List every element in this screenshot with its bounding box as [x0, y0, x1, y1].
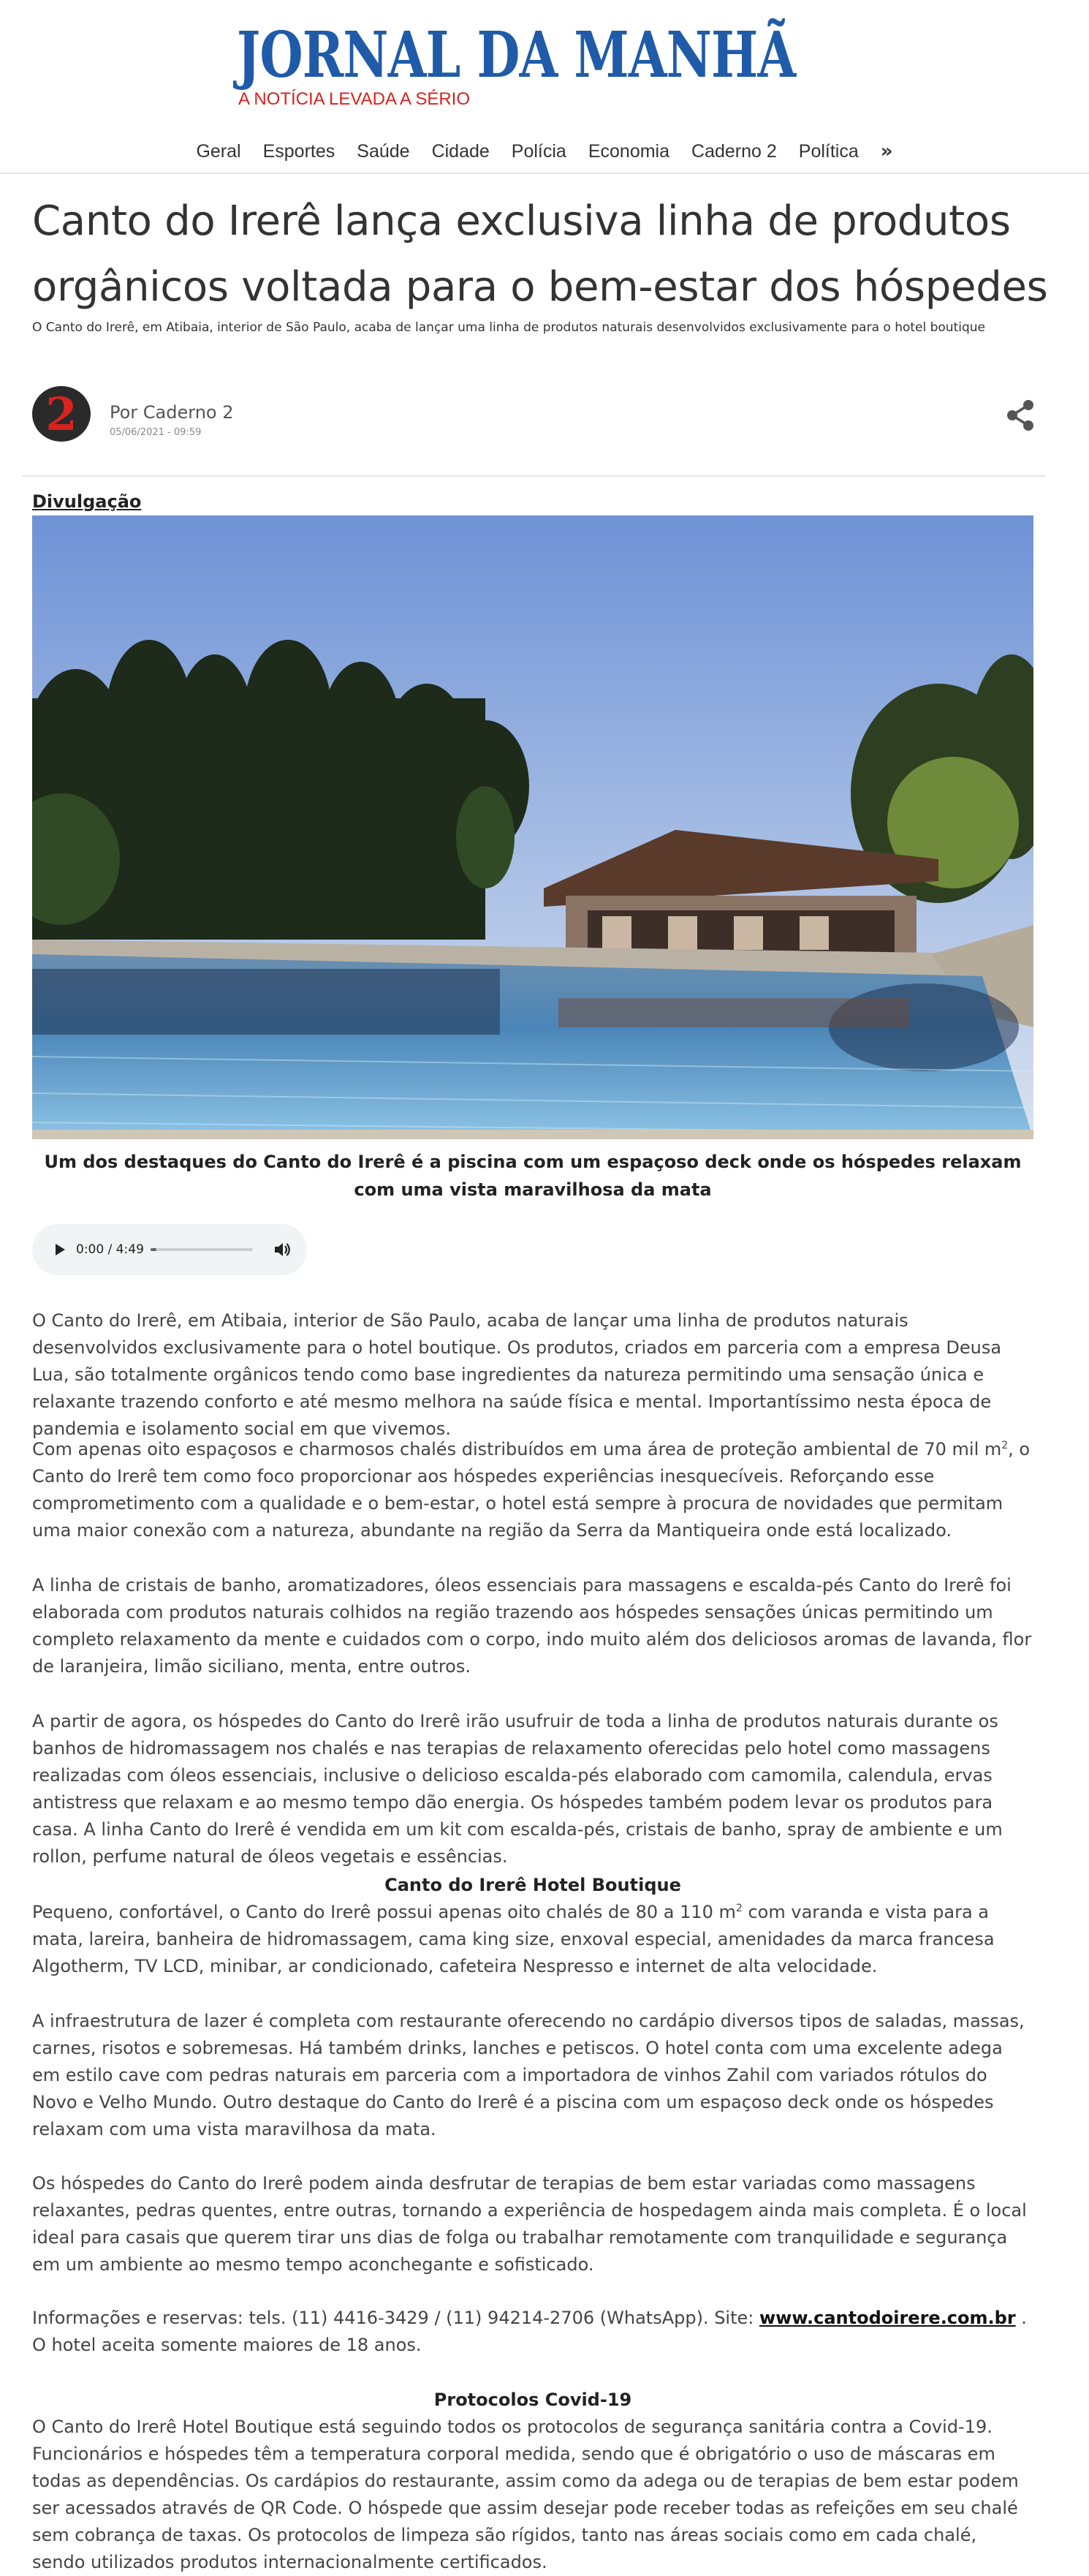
main-nav [0, 136, 1089, 167]
publish-date: 05/06/2021 - 09:59 [110, 427, 202, 438]
nav-item-politica[interactable]: Política [798, 141, 859, 162]
photo-caption: Um dos destaques do Canto do Irerê é a piscina com um espaçoso deck onde os hóspedes relaxam com uma vista maravilhosa da mata [44, 1152, 1022, 1200]
paragraph-5-b: com varanda e vista para a mata, lareira, banheira de hidromassagem, cama king size, enxoval especial, amenidades da marca francesa Algotherm, TV LCD, minibar, ar condicionado, cafeteira Nespresso e internet de alta velocidade. [32, 1902, 995, 1976]
paragraph-3: A linha de cristais de banho, aromatizadores, óleos essenciais para massagens e escalda-pés Canto do Irerê foi elaborada com produtos naturais colhidos na região trazendo aos hóspedes sensações únicas permitindo um completo relaxamento da mente e cuidados com o corpo, indo muito além dos deliciosos aromas de lavanda, flor de laranjeira, limão siciliano, menta, entre outros. [32, 1575, 1032, 1677]
audio-progress-bar[interactable] [151, 1248, 253, 1251]
nav-more-icon[interactable]: » [880, 140, 893, 162]
author-avatar[interactable] [32, 386, 91, 442]
audio-time: 0:00 / 4:49 [76, 1242, 144, 1257]
nav-item-esportes[interactable]: Esportes [262, 141, 335, 162]
subheading-hotel-boutique: Canto do Irerê Hotel Boutique [384, 1875, 681, 1895]
volume-icon[interactable] [272, 1239, 292, 1260]
article-photo [32, 515, 1033, 1139]
paragraph-4: A partir de agora, os hóspedes do Canto do Irerê irão usufruir de toda a linha de produtos naturais durante os banhos de hidromassagem nos chalés e nas terapias de relaxamento oferecidas pelo hotel como massagens realizadas com óleos essenciais, inclusive o delicioso escalda-pés elaborado com camomila, calendula, ervas antistress que relaxam e ao mesmo tempo dão energia. Os hóspedes também podem levar os produtos para casa. A linha Canto do Irerê é vendida em um kit com escalda-pés, cristais de banho, spray de ambiente e um rollon, perfume natural de óleos vegetais e essências. [32, 1711, 1003, 1867]
nav-item-geral[interactable]: Geral [196, 141, 241, 162]
audio-progress-fill [151, 1248, 156, 1251]
paragraph-1: O Canto do Irerê, em Atibaia, interior de São Paulo, acaba de lançar uma linha de produtos naturais desenvolvidos exclusivamente para o hotel boutique. Os produtos, criados em parceria com a empresa Deusa Lua, são totalmente orgânicos tendo como base ingredientes da natureza permitindo uma sensação única e relaxante trazendo conforto e até mesmo melhora na saúde física e mental. Importantíssimo nesta época de pandemia e isolamento social em que vivemos. [32, 1310, 1002, 1439]
logo-tagline: A NOTÍCIA LEVADA A SÉRIO [238, 89, 471, 109]
audio-player[interactable] [32, 1224, 307, 1275]
avatar-number: 2 [45, 388, 77, 441]
site-logo[interactable] [237, 18, 796, 113]
header-divider [0, 173, 1089, 174]
play-icon[interactable] [50, 1240, 69, 1259]
paragraph-5-sup: 2 [735, 1903, 743, 1914]
subheading-protocolos: Protocolos Covid-19 [433, 2390, 632, 2410]
paragraph-8 [32, 2305, 1033, 2359]
paragraph-7: Os hóspedes do Canto do Irerê podem ainda desfrutar de terapias de bem estar variadas como massagens relaxantes, pedras quentes, entre outras, tornando a experiência de hospedagem ainda mais completa. É o local ideal para casais que querem tirar uns dias de folga ou trabalhar remotamente com tranquilidade e segurança em um ambiente ao mesmo tempo aconchegante e sofisticado. [32, 2173, 1027, 2275]
nav-item-policia[interactable]: Polícia [511, 141, 566, 162]
nav-item-saude[interactable]: Saúde [357, 141, 410, 162]
paragraph-5 [32, 1899, 1033, 1980]
paragraph-2 [32, 1436, 1033, 1544]
nav-item-cidade[interactable]: Cidade [431, 141, 490, 162]
photo-credit[interactable]: Divulgação [32, 491, 142, 512]
article-lede: O Canto do Irerê, em Atibaia, interior de São Paulo, acaba de lançar uma linha de produtos naturais desenvolvidos exclusivamente para o hotel boutique [32, 320, 985, 335]
logo-title: JORNAL DA MANHÃ [237, 18, 796, 92]
paragraph-8-a: Informações e reservas: tels. (11) 4416-3429 / (11) 94214-2706 (WhatsApp). Site: [32, 2308, 759, 2328]
article-headline: Canto do Irerê lança exclusiva linha de produtos orgânicos voltada para o bem-estar dos hóspedes [32, 197, 1048, 311]
nav-item-economia[interactable]: Economia [588, 141, 670, 162]
paragraph-6: A infraestrutura de lazer é completa com restaurante oferecendo no cardápio diversos tipos de saladas, massas, carnes, risotos e sobremesas. Há também drinks, lanches e petiscos. O hotel conta com uma excelente adega em estilo cave com pedras naturais em parceria com a importadora de vinhos Zahil com variados rótulos do Novo e Velho Mundo. Outro destaque do Canto do Irerê é a piscina com um espaçoso deck onde os hóspedes relaxam com uma vista maravilhosa da mata. [32, 2011, 1025, 2139]
paragraph-2-a: Com apenas oito espaçosos e charmosos chalés distribuídos em uma área de proteção ambiental de 70 mil m [32, 1439, 1002, 1459]
paragraph-8-b: . O hotel aceita somente maiores de 18 anos. [32, 2308, 1027, 2355]
site-link[interactable]: www.cantodoirere.com.br [759, 2308, 1016, 2328]
paragraph-2-sup: 2 [1001, 1440, 1009, 1451]
meta-divider [22, 475, 1045, 477]
author-name[interactable]: Por Caderno 2 [110, 402, 234, 423]
nav-item-caderno-2[interactable]: Caderno 2 [691, 141, 777, 162]
share-icon[interactable] [1006, 399, 1035, 431]
paragraph-2-b: , o Canto do Irerê tem como foco proporcionar aos hóspedes experiências inesquecíveis. Reforçando esse comprometimento com a qualidade e o bem-estar, o hotel está sempre à procura de novidades que permitam uma maior conexão com a natureza, abundante na região da Serra da Mantiqueira onde está localizado. [32, 1439, 1031, 1541]
paragraph-9: O Canto do Irerê Hotel Boutique está seguindo todos os protocolos de segurança sanitária contra a Covid-19. Funcionários e hóspedes têm a temperatura corporal medida, sendo que é obrigatório o uso de máscaras em todas as dependências. Os cardápios do restaurante, assim como da adega ou de terapias de bem estar podem ser acessados através de QR Code. O hóspede que assim desejar pode receber todas as refeições em seu chalé sem cobrança de taxas. Os protocolos de limpeza são rígidos, tanto nas áreas sociais como em cada chalé, sendo utilizados produtos internacionalmente certificados. [32, 2417, 1019, 2572]
paragraph-5-a: Pequeno, confortável, o Canto do Irerê possui apenas oito chalés de 80 a 110 m [32, 1902, 736, 1922]
